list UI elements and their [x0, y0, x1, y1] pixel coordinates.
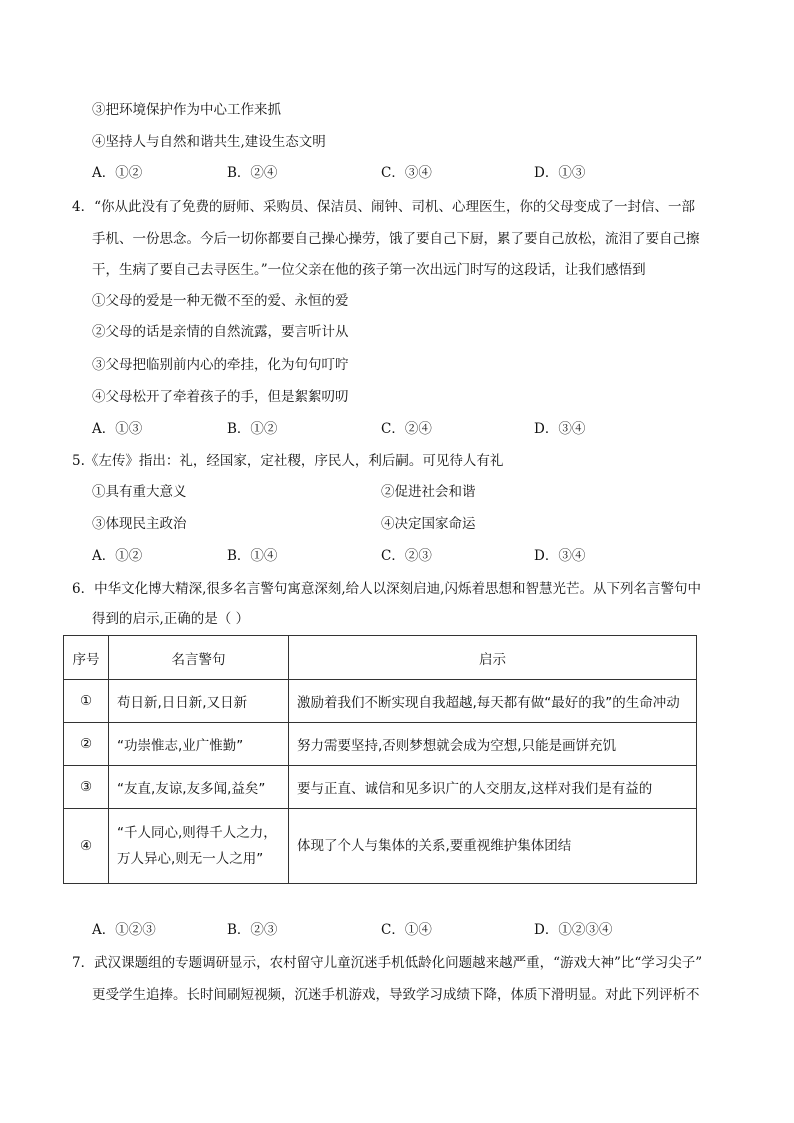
q3-option-c: C．③④ [381, 165, 432, 181]
q3-item-4: ④坚持人与自然和谐共生,建设生态文明 [92, 134, 326, 150]
q5-item-4: ④决定国家命运 [381, 516, 476, 532]
q4-item-2: ②父母的话是亲情的自然流露，要言听计从 [92, 324, 349, 340]
q4-item-1: ①父母的爱是一种无微不至的爱、永恒的爱 [92, 293, 349, 309]
header-insight: 启示 [289, 636, 697, 680]
q6-stem-line-1: 6．中华文化博大精深,很多名言警句寓意深刻,给人以深刻启迪,闪烁着思想和智慧光芒。从下列名言警句中 [72, 581, 701, 597]
table-row [64, 809, 697, 884]
q6-stem-line-2: 得到的启示,正确的是（ ） [92, 611, 250, 627]
q5-option-c: C．②③ [381, 548, 432, 564]
q7-stem-line-2: 更受学生追捧。长时间刷短视频，沉迷手机游戏，导致学习成绩下降，体质下滑明显。对此下列评析不 [92, 987, 700, 1003]
q3-option-d: D．①③ [534, 165, 586, 181]
row-quote: “友直,友谅,友多闻,益矣” [109, 766, 289, 809]
q5-item-3: ③体现民主政治 [92, 516, 187, 532]
q3-item-3: ③把环境保护作为中心工作来抓 [92, 102, 281, 118]
q4-item-4: ④父母松开了牵着孩子的手，但是絮絮叨叨 [92, 389, 349, 405]
q4-option-a: A．①③ [92, 421, 143, 437]
header-quote: 名言警句 [109, 636, 289, 680]
q7-stem-line-1: 7．武汉课题组的专题调研显示，农村留守儿童沉迷手机低龄化问题越来越严重，“游戏大神”比“学习尖子” [72, 955, 703, 971]
row-quote: 苟日新,日日新,又日新 [109, 680, 289, 723]
table-header-row [64, 636, 697, 680]
q6-option-c: C．①④ [381, 922, 432, 938]
row-number: ③ [64, 766, 109, 809]
table-row [64, 723, 697, 766]
header-number: 序号 [64, 636, 109, 680]
row-number: ① [64, 680, 109, 723]
q6-option-d: D．①②③④ [534, 922, 613, 938]
q6-quotes-table [63, 635, 697, 884]
q5-item-1: ①具有重大意义 [92, 484, 187, 500]
q4-option-b: B．①② [227, 421, 278, 437]
q4-stem-line-3: 干，生病了要自己去寻医生。”一位父亲在他的孩子第一次出远门时写的这段话，让我们感悟到 [92, 262, 646, 278]
q5-item-2: ②促进社会和谐 [381, 484, 476, 500]
q4-stem-line-1: 4．“你从此没有了免费的厨师、采购员、保洁员、闹钟、司机、心理医生，你的父母变成了一封信、一部 [72, 199, 695, 215]
q5-option-a: A．①② [92, 548, 143, 564]
row-insight: 要与正直、诚信和见多识广的人交朋友,这样对我们是有益的 [289, 766, 697, 809]
row-insight: 激励着我们不断实现自我超越,每天都有做“最好的我”的生命冲动 [289, 680, 697, 723]
row-insight: 体现了个人与集体的关系,要重视维护集体团结 [289, 809, 697, 884]
q6-option-b: B．②③ [227, 922, 278, 938]
table-row [64, 680, 697, 723]
q4-stem-line-2: 手机、一份思念。今后一切你都要自己操心操劳，饿了要自己下厨，累了要自己放松，流泪了要自己擦 [92, 231, 700, 247]
row-quote: “功崇惟志,业广惟勤” [109, 723, 289, 766]
q5-option-d: D．③④ [534, 548, 586, 564]
table-row [64, 766, 697, 809]
row-quote-line-1: “千人同心,则得千人之力， [117, 825, 277, 841]
row-insight: 努力需要坚持,否则梦想就会成为空想,只能是画饼充饥 [289, 723, 697, 766]
row-quote-line-2: 万人异心,则无一人之用” [117, 851, 264, 867]
q3-option-b: B．②④ [227, 165, 278, 181]
q3-option-a: A．①② [92, 165, 143, 181]
q6-option-a: A．①②③ [92, 922, 156, 938]
q4-option-c: C．②④ [381, 421, 432, 437]
row-number: ④ [64, 809, 109, 884]
q4-item-3: ③父母把临别前内心的牵挂，化为句句叮咛 [92, 357, 349, 373]
row-quote [109, 809, 289, 884]
q5-option-b: B．①④ [227, 548, 278, 564]
q5-stem: 5.《左传》指出：礼，经国家，定社稷，序民人，利后嗣。可见待人有礼 [72, 453, 504, 469]
q4-option-d: D．③④ [534, 421, 586, 437]
row-number: ② [64, 723, 109, 766]
